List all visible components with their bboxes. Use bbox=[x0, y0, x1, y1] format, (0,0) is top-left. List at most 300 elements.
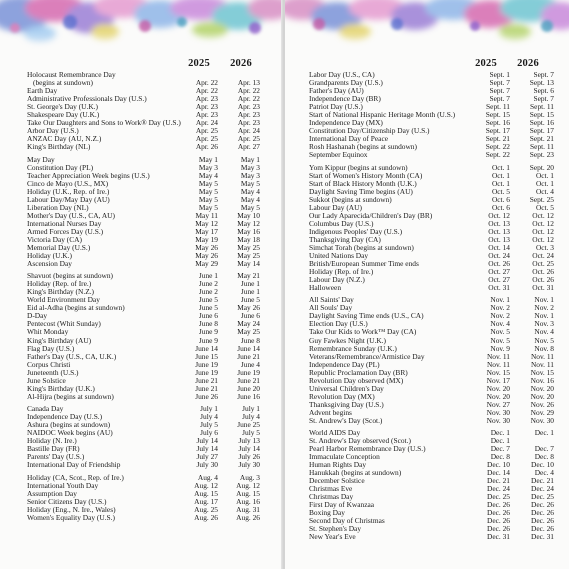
date-2026: May 5 bbox=[240, 178, 260, 188]
date-2026: June 16 bbox=[237, 391, 260, 401]
holiday-row bbox=[285, 304, 569, 312]
holiday-name: Yom Kippur (begins at sundown) bbox=[309, 163, 408, 172]
holiday-name: Sukkot (begins at sundown) bbox=[309, 195, 392, 204]
holiday-row bbox=[285, 517, 569, 525]
date-2026: June 25 bbox=[237, 420, 260, 430]
date-2025: Nov. 15 bbox=[486, 367, 510, 377]
date-2025: Nov. 11 bbox=[486, 359, 510, 369]
date-2026: Aug. 26 bbox=[236, 512, 260, 522]
date-2026: Dec. 31 bbox=[531, 532, 554, 542]
holiday-row bbox=[285, 164, 569, 172]
holiday-name: Revolution Day observed (MX) bbox=[309, 376, 404, 385]
holiday-name: Holiday (Rep. of Ire.) bbox=[309, 267, 374, 276]
year-header bbox=[465, 58, 549, 69]
holiday-row bbox=[285, 151, 569, 159]
date-2026: June 14 bbox=[237, 343, 260, 353]
date-2025: Dec. 26 bbox=[487, 500, 510, 510]
date-2025: May 19 bbox=[195, 234, 218, 244]
date-2026: Apr. 23 bbox=[237, 118, 260, 128]
date-2025: July 30 bbox=[196, 460, 218, 470]
holiday-row bbox=[285, 135, 569, 143]
date-2026: May 3 bbox=[240, 162, 260, 172]
holiday-row bbox=[285, 244, 569, 252]
date-2026: May 18 bbox=[237, 234, 260, 244]
holiday-name: ANZAC Day (AU, N.Z.) bbox=[27, 135, 102, 144]
holiday-name: Labor Day (U.S., CA) bbox=[309, 71, 375, 79]
holiday-name: Cinco de Mayo (U.S., MX) bbox=[27, 179, 109, 188]
month-section bbox=[285, 429, 569, 541]
date-2026: May 25 bbox=[237, 327, 260, 337]
date-2026: June 19 bbox=[237, 367, 260, 377]
date-2025: May 11 bbox=[195, 210, 218, 220]
date-2026: Apr. 27 bbox=[237, 142, 260, 152]
date-2025: June 2 bbox=[198, 287, 218, 297]
date-2026: Dec. 21 bbox=[531, 476, 554, 486]
holiday-row bbox=[285, 296, 569, 304]
date-2025: Sept. 17 bbox=[485, 126, 510, 136]
holiday-row bbox=[285, 445, 569, 453]
date-2025: Apr. 22 bbox=[195, 86, 218, 96]
holiday-name: Columbus Day (U.S.) bbox=[309, 219, 374, 228]
date-2025: Nov. 5 bbox=[490, 327, 510, 337]
holiday-name: Ascension Day bbox=[27, 259, 72, 268]
holiday-name: Liberation Day (NL) bbox=[27, 203, 89, 212]
holiday-row bbox=[285, 401, 569, 409]
holiday-name: King's Birthday (AU) bbox=[27, 336, 92, 345]
date-2025: Oct. 24 bbox=[488, 250, 510, 260]
date-2025: Sept. 7 bbox=[489, 94, 510, 104]
holiday-name: Senior Citizens Day (U.S.) bbox=[27, 497, 107, 506]
date-2026: May 24 bbox=[237, 319, 260, 329]
holiday-row bbox=[285, 236, 569, 244]
holiday-row bbox=[0, 405, 283, 413]
date-2025: May 17 bbox=[195, 226, 218, 236]
holiday-row bbox=[285, 509, 569, 517]
date-2026: Nov. 3 bbox=[534, 319, 554, 329]
holiday-row bbox=[0, 260, 283, 268]
date-2026: Nov. 15 bbox=[530, 367, 554, 377]
date-2025: Oct. 13 bbox=[488, 218, 510, 228]
date-2026: July 5 bbox=[242, 428, 260, 438]
year-2025-header: 2025 bbox=[475, 58, 497, 69]
date-2025: Nov. 1 bbox=[490, 295, 510, 305]
date-2025: May 12 bbox=[195, 218, 218, 228]
date-2025: Oct. 12 bbox=[488, 210, 510, 220]
date-2026: June 5 bbox=[240, 295, 260, 305]
holiday-name: Labour Day (N.Z.) bbox=[309, 275, 365, 284]
holiday-name: Christmas Eve bbox=[309, 485, 353, 494]
date-2025: Oct. 1 bbox=[491, 178, 510, 188]
holiday-row bbox=[285, 79, 569, 87]
date-2025: Oct. 14 bbox=[488, 242, 510, 252]
date-2025: Nov. 5 bbox=[490, 335, 510, 345]
holiday-row bbox=[285, 95, 569, 103]
holiday-name: Corpus Christi bbox=[27, 360, 71, 369]
date-2026: Aug. 3 bbox=[239, 472, 260, 482]
holiday-name: Boxing Day bbox=[309, 509, 345, 518]
holiday-row bbox=[285, 429, 569, 437]
holiday-name: New Year's Eve bbox=[309, 533, 356, 542]
date-2025: Aug. 26 bbox=[194, 512, 218, 522]
date-2026: Nov. 8 bbox=[534, 343, 554, 353]
date-2025: June 19 bbox=[195, 367, 218, 377]
holiday-name: Holiday (CA, Scot., Rep. of Ire.) bbox=[27, 473, 124, 482]
holiday-name: Constitution Day (PL) bbox=[27, 163, 94, 172]
holiday-name: (begins at sundown) bbox=[33, 79, 93, 88]
holiday-row bbox=[0, 461, 283, 469]
holiday-name: Whit Monday bbox=[27, 328, 69, 337]
holiday-name: World Environment Day bbox=[27, 296, 100, 305]
holiday-row bbox=[285, 369, 569, 377]
holiday-name: Holiday (N. Ire.) bbox=[27, 437, 77, 446]
date-2025: May 1 bbox=[198, 154, 218, 164]
date-2026: Oct. 12 bbox=[532, 218, 554, 228]
holiday-name: Halloween bbox=[309, 283, 342, 292]
holiday-row bbox=[285, 393, 569, 401]
date-2025: June 5 bbox=[198, 303, 218, 313]
holiday-row bbox=[285, 345, 569, 353]
holiday-name: Holiday (Eng., N. Ire., Wales) bbox=[27, 505, 116, 514]
holiday-name: Women's Equality Day (U.S.) bbox=[27, 513, 115, 522]
month-section bbox=[0, 405, 283, 469]
year-2025-header: 2025 bbox=[188, 58, 210, 69]
date-2025: Nov. 4 bbox=[490, 319, 510, 329]
watercolor-floral-decoration bbox=[285, 0, 569, 66]
holiday-row bbox=[0, 143, 283, 151]
date-2025: May 5 bbox=[198, 202, 218, 212]
date-2026: May 16 bbox=[237, 226, 260, 236]
holiday-name: All Souls' Day bbox=[309, 304, 353, 313]
holiday-name: Memorial Day (U.S.) bbox=[27, 243, 91, 252]
date-2025: Nov. 20 bbox=[486, 391, 510, 401]
date-2026: Aug. 15 bbox=[236, 488, 260, 498]
date-2025: Nov. 11 bbox=[486, 351, 510, 361]
date-2025: Oct. 6 bbox=[491, 194, 510, 204]
date-2025: Aug. 25 bbox=[194, 504, 218, 514]
date-2025: May 5 bbox=[198, 178, 218, 188]
holiday-row bbox=[285, 143, 569, 151]
holiday-row bbox=[285, 477, 569, 485]
holiday-row bbox=[285, 337, 569, 345]
holiday-name: Pentecost (Whit Sunday) bbox=[27, 320, 101, 329]
date-2026: Nov. 5 bbox=[534, 335, 554, 345]
holiday-name: Remembrance Sunday (U.K.) bbox=[309, 344, 397, 353]
holiday-name: International Youth Day bbox=[27, 481, 99, 490]
date-2025: Oct. 26 bbox=[488, 258, 510, 268]
date-2026: Oct. 1 bbox=[535, 170, 554, 180]
holiday-name: Father's Day (AU) bbox=[309, 87, 364, 96]
date-2025: Aug. 4 bbox=[197, 472, 218, 482]
date-2026: Dec. 25 bbox=[531, 492, 554, 502]
holiday-row bbox=[285, 493, 569, 501]
date-2026: Apr. 24 bbox=[237, 126, 260, 136]
holiday-row bbox=[285, 228, 569, 236]
watercolor-floral-decoration bbox=[0, 0, 283, 66]
date-2026: Dec. 24 bbox=[531, 484, 554, 494]
date-2025: May 3 bbox=[198, 162, 218, 172]
holiday-name: Simchat Torah (begins at sundown) bbox=[309, 243, 414, 252]
holiday-name: Father's Day (U.S., CA, U.K.) bbox=[27, 352, 117, 361]
date-2026: Dec. 26 bbox=[531, 508, 554, 518]
date-2026: Oct. 31 bbox=[532, 282, 554, 292]
holiday-name: Indigenous Peoples' Day (U.S.) bbox=[309, 227, 403, 236]
holiday-row bbox=[285, 385, 569, 393]
holiday-row bbox=[285, 320, 569, 328]
date-2025: Dec. 7 bbox=[490, 444, 510, 454]
holiday-name: Holiday (Rep. of Ire.) bbox=[27, 280, 92, 289]
date-2026: Sept. 20 bbox=[529, 162, 554, 172]
holiday-name: Armed Forces Day (U.S.) bbox=[27, 227, 104, 236]
date-2026: May 12 bbox=[237, 218, 260, 228]
holiday-name: Independence Day (MX) bbox=[309, 119, 383, 128]
date-2026: Dec. 1 bbox=[534, 428, 554, 438]
date-2025: Dec. 25 bbox=[487, 492, 510, 502]
date-2025: June 21 bbox=[195, 383, 218, 393]
holiday-name: World AIDS Day bbox=[309, 429, 361, 438]
date-2025: Dec. 14 bbox=[487, 468, 510, 478]
date-2026: Oct. 5 bbox=[535, 202, 554, 212]
holiday-name: St. Andrew's Day (Scot.) bbox=[309, 416, 383, 425]
date-2026: Nov. 1 bbox=[534, 295, 554, 305]
date-2025: Apr. 25 bbox=[195, 126, 218, 136]
holiday-name: Universal Children's Day bbox=[309, 384, 384, 393]
date-2026: Oct. 12 bbox=[532, 234, 554, 244]
date-2025: Nov. 30 bbox=[486, 407, 510, 417]
date-2026: July 1 bbox=[242, 404, 260, 414]
date-2025: July 14 bbox=[196, 436, 218, 446]
date-2026: Oct. 12 bbox=[532, 226, 554, 236]
date-2025: Sept. 16 bbox=[485, 118, 510, 128]
holiday-row bbox=[285, 533, 569, 541]
date-2025: Dec. 8 bbox=[490, 452, 510, 462]
date-2025: Nov. 30 bbox=[486, 415, 510, 425]
date-2025: June 14 bbox=[195, 343, 218, 353]
holiday-name: Thanksgiving Day (U.S.) bbox=[309, 400, 384, 409]
holiday-name: Independence Day (BR) bbox=[309, 95, 381, 104]
holiday-row bbox=[285, 268, 569, 276]
date-2025: Sept. 7 bbox=[489, 78, 510, 88]
date-2025: July 1 bbox=[200, 404, 218, 414]
date-2026: Apr. 23 bbox=[237, 110, 260, 120]
date-2025: June 2 bbox=[198, 279, 218, 289]
holiday-row bbox=[285, 127, 569, 135]
date-2025: Sept. 1 bbox=[489, 70, 510, 79]
date-2026: Dec. 4 bbox=[534, 468, 554, 478]
date-2026: Dec. 26 bbox=[531, 516, 554, 526]
date-2025: Apr. 23 bbox=[195, 94, 218, 104]
date-2025: Sept. 11 bbox=[486, 102, 510, 112]
date-2026: Nov. 11 bbox=[530, 351, 554, 361]
date-2026: July 14 bbox=[238, 444, 260, 454]
date-2026: May 1 bbox=[240, 154, 260, 164]
date-2026: Nov. 11 bbox=[530, 359, 554, 369]
right-page bbox=[285, 0, 569, 569]
holiday-name: Start of Women's History Month (CA) bbox=[309, 171, 423, 180]
date-2026: Nov. 29 bbox=[530, 407, 554, 417]
holiday-name: December Solstice bbox=[309, 477, 365, 486]
date-2026: Nov. 20 bbox=[530, 391, 554, 401]
date-2026: July 30 bbox=[238, 460, 260, 470]
date-2025: Oct. 27 bbox=[488, 274, 510, 284]
date-2025: July 27 bbox=[196, 452, 218, 462]
holiday-name: Rosh Hashanah (begins at sundown) bbox=[309, 143, 417, 152]
holiday-row bbox=[285, 119, 569, 127]
holiday-name: Revolution Day (MX) bbox=[309, 392, 375, 401]
holiday-name: International Day of Peace bbox=[309, 135, 389, 144]
date-2025: June 15 bbox=[195, 351, 218, 361]
month-section bbox=[0, 272, 283, 400]
holiday-name: First Day of Kwanzaa bbox=[309, 501, 375, 510]
date-2025: Nov. 20 bbox=[486, 383, 510, 393]
holiday-row bbox=[285, 409, 569, 417]
holiday-row bbox=[285, 353, 569, 361]
date-2025: Sept. 7 bbox=[489, 86, 510, 96]
date-2025: Apr. 22 bbox=[195, 78, 218, 88]
date-2025: July 4 bbox=[200, 412, 218, 422]
date-2026: Dec. 26 bbox=[531, 524, 554, 534]
holiday-row bbox=[285, 188, 569, 196]
holiday-row bbox=[285, 87, 569, 95]
date-2025: June 26 bbox=[195, 391, 218, 401]
date-2026: June 21 bbox=[237, 375, 260, 385]
date-2025: June 6 bbox=[198, 311, 218, 321]
holiday-row bbox=[285, 469, 569, 477]
holiday-row bbox=[285, 212, 569, 220]
holiday-name: Administrative Professionals Day (U.S.) bbox=[27, 95, 147, 104]
date-2025: Sept. 21 bbox=[485, 134, 510, 144]
date-2026: May 25 bbox=[237, 242, 260, 252]
date-2025: June 9 bbox=[198, 335, 218, 345]
holiday-name: Immaculate Conception bbox=[309, 453, 380, 462]
date-2025: Sept. 15 bbox=[485, 110, 510, 120]
date-2026: Oct. 26 bbox=[532, 266, 554, 276]
holiday-name: Holocaust Remembrance Day bbox=[27, 71, 116, 79]
holiday-row bbox=[0, 393, 283, 401]
holiday-name: Holiday (U.K., Rep. of Ire.) bbox=[27, 187, 110, 196]
date-2025: Aug. 15 bbox=[194, 488, 218, 498]
date-2026: May 4 bbox=[240, 186, 260, 196]
date-2026: Apr. 22 bbox=[237, 94, 260, 104]
holiday-name: Guy Fawkes Night (U.K.) bbox=[309, 336, 386, 345]
holiday-row bbox=[285, 461, 569, 469]
date-2026: May 3 bbox=[240, 170, 260, 180]
date-2025: June 5 bbox=[198, 295, 218, 305]
left-page bbox=[0, 0, 283, 569]
date-2026: Oct. 3 bbox=[535, 242, 554, 252]
date-2025: Oct. 13 bbox=[488, 226, 510, 236]
date-2025: Dec. 21 bbox=[487, 476, 510, 486]
month-section bbox=[0, 474, 283, 522]
date-2026: June 1 bbox=[240, 279, 260, 289]
date-2026: Nov. 26 bbox=[530, 399, 554, 409]
holiday-row bbox=[285, 172, 569, 180]
holiday-name: King's Birthday (U.K.) bbox=[27, 384, 95, 393]
holiday-name: Canada Day bbox=[27, 405, 64, 414]
date-2026: Dec. 10 bbox=[531, 460, 554, 470]
date-2025: Nov. 9 bbox=[490, 343, 510, 353]
holiday-name: Republic Proclamation Day (BR) bbox=[309, 368, 408, 377]
holiday-row bbox=[285, 252, 569, 260]
date-2026: May 4 bbox=[240, 194, 260, 204]
month-section bbox=[285, 164, 569, 292]
holiday-name: All Saints' Day bbox=[309, 296, 354, 305]
month-section bbox=[285, 71, 569, 159]
date-2026: June 21 bbox=[237, 351, 260, 361]
date-2026: June 4 bbox=[240, 359, 260, 369]
date-2026: Sept. 7 bbox=[533, 94, 554, 104]
holiday-row bbox=[285, 204, 569, 212]
date-2025: May 4 bbox=[198, 170, 218, 180]
month-section bbox=[0, 71, 283, 151]
date-2026: Aug. 31 bbox=[236, 504, 260, 514]
date-2026: Dec. 7 bbox=[534, 444, 554, 454]
holiday-name: Mother's Day (U.S., CA, AU) bbox=[27, 211, 115, 220]
holiday-name: International Day of Friendship bbox=[27, 461, 121, 470]
holiday-name: Daylight Saving Time begins (AU) bbox=[309, 187, 413, 196]
date-2026: Oct. 24 bbox=[532, 250, 554, 260]
date-2025: Apr. 24 bbox=[195, 118, 218, 128]
holiday-row bbox=[285, 312, 569, 320]
holiday-name: Arbor Day (U.S.) bbox=[27, 127, 79, 136]
date-2025: Dec. 31 bbox=[487, 532, 510, 542]
date-2026: Oct. 4 bbox=[535, 186, 554, 196]
date-2026: Sept. 25 bbox=[529, 194, 554, 204]
holiday-name: Pearl Harbor Remembrance Day (U.S.) bbox=[309, 445, 426, 454]
holiday-row bbox=[285, 417, 569, 425]
holiday-name: Shakespeare Day (U.K.) bbox=[27, 111, 100, 120]
holiday-row bbox=[285, 276, 569, 284]
date-2026: Sept. 6 bbox=[533, 86, 554, 96]
date-2026: Nov. 2 bbox=[534, 303, 554, 313]
holiday-name: Teacher Appreciation Week begins (U.S.) bbox=[27, 171, 150, 180]
holiday-name: British/European Summer Time ends bbox=[309, 259, 419, 268]
year-header bbox=[178, 58, 262, 69]
holiday-name: Al-Hijra (begins at sundown) bbox=[27, 392, 114, 401]
date-2025: June 21 bbox=[195, 375, 218, 385]
holiday-row bbox=[0, 514, 283, 522]
holiday-name: Independence Day (PL) bbox=[309, 360, 380, 369]
holiday-name: Daylight Saving Time ends (U.S., CA) bbox=[309, 312, 424, 321]
holiday-name: Take Our Kids to Work™ Day (CA) bbox=[309, 328, 417, 337]
date-2025: Dec. 1 bbox=[490, 428, 510, 438]
holiday-name: Grandparents Day (U.S.) bbox=[309, 79, 383, 88]
date-2026: Oct. 26 bbox=[532, 274, 554, 284]
holiday-name: Human Rights Day bbox=[309, 461, 367, 470]
date-2026: Sept. 21 bbox=[529, 134, 554, 144]
date-2025: July 14 bbox=[196, 444, 218, 454]
holiday-name: King's Birthday (NL) bbox=[27, 143, 91, 152]
date-2025: Dec. 26 bbox=[487, 524, 510, 534]
date-2025: Dec. 24 bbox=[487, 484, 510, 494]
date-2025: Apr. 23 bbox=[195, 110, 218, 120]
holiday-name: September Equinox bbox=[309, 151, 368, 160]
date-2026: Sept. 23 bbox=[529, 150, 554, 160]
holiday-name: Independence Day (U.S.) bbox=[27, 413, 103, 422]
date-2025: Dec. 26 bbox=[487, 516, 510, 526]
holiday-name: Earth Day bbox=[27, 87, 58, 96]
holiday-row bbox=[285, 361, 569, 369]
date-2025: May 5 bbox=[198, 194, 218, 204]
year-2026-header: 2026 bbox=[517, 58, 539, 69]
holiday-name: Start of National Hispanic Heritage Month (U.S.) bbox=[309, 111, 456, 120]
holiday-name: Flag Day (U.S.) bbox=[27, 344, 75, 353]
date-2025: June 9 bbox=[198, 327, 218, 337]
date-2026: Oct. 1 bbox=[535, 178, 554, 188]
holiday-name: Eid al-Adha (begins at sundown) bbox=[27, 304, 125, 313]
year-2026-header: 2026 bbox=[230, 58, 252, 69]
date-2025: Dec. 10 bbox=[487, 460, 510, 470]
date-2025: July 6 bbox=[200, 428, 218, 438]
